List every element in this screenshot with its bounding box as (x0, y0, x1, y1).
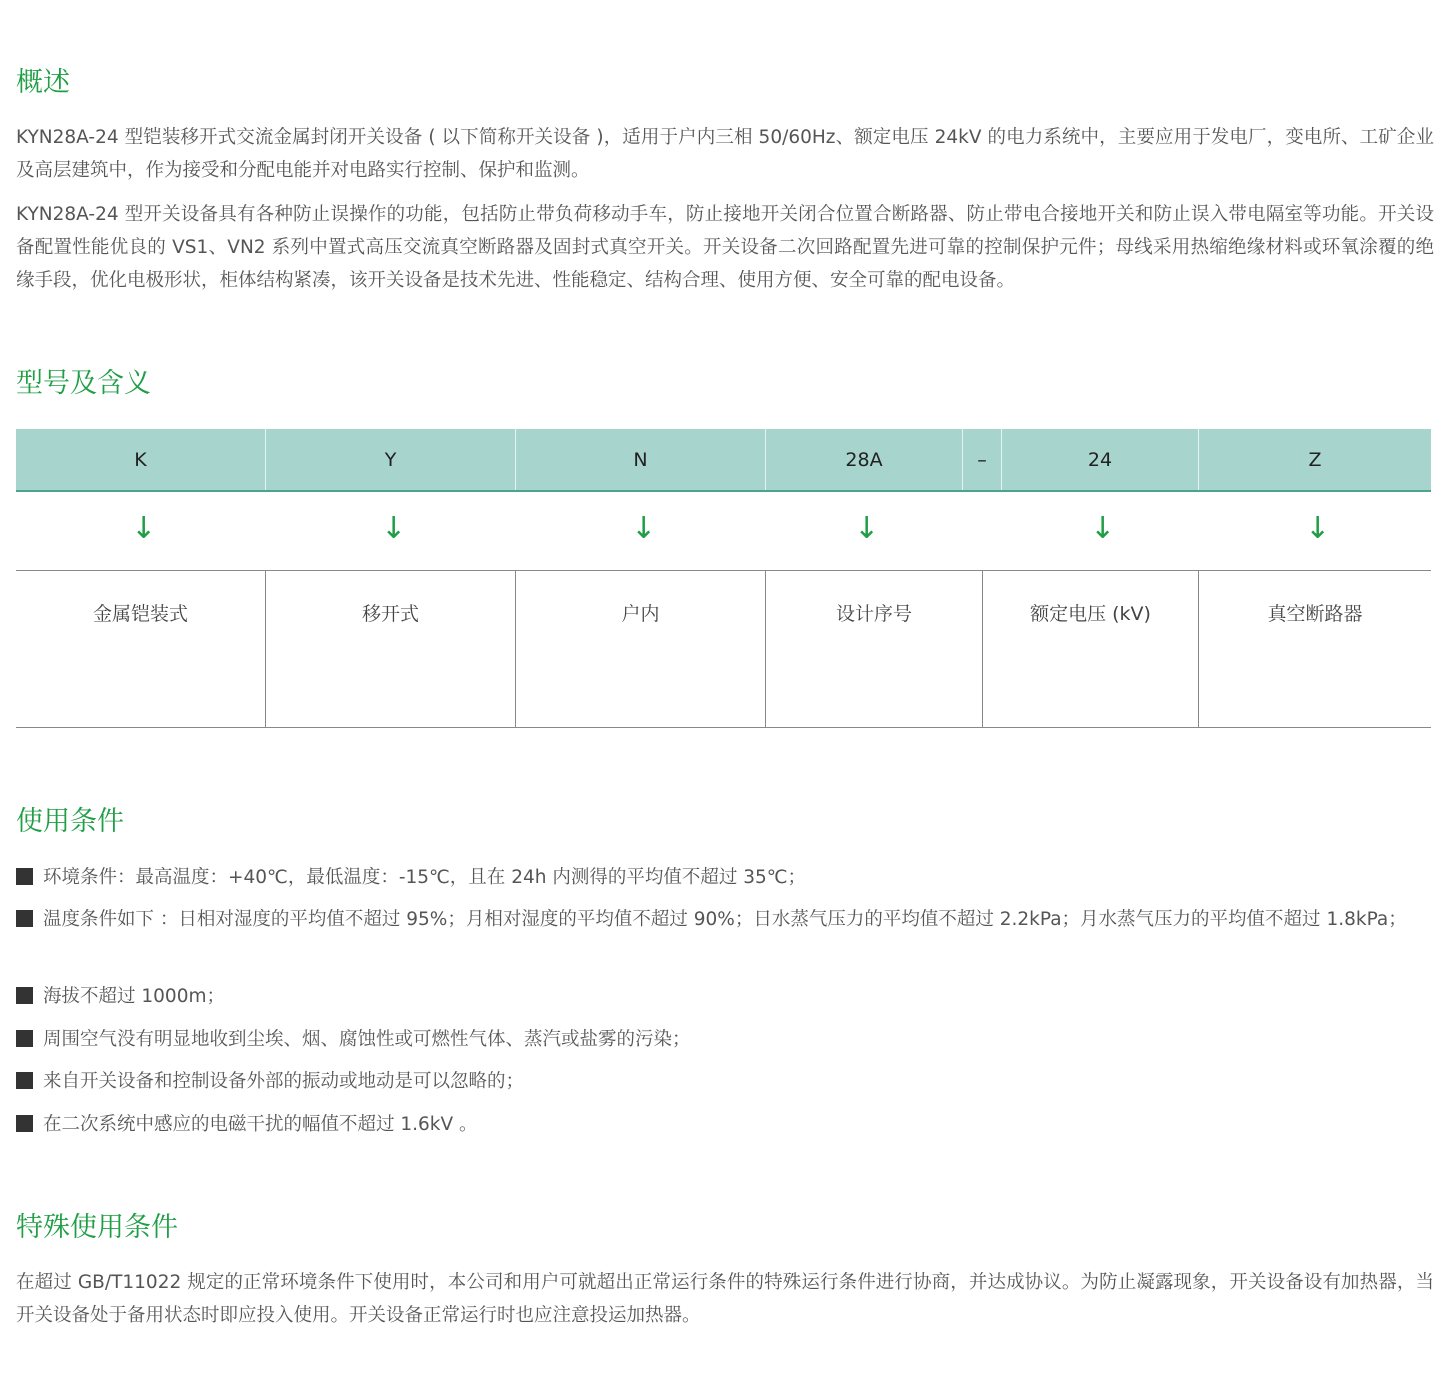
condition-item: 环境条件：最高温度：+40℃，最低温度：-15℃，且在 24h 内测得的平均值不超过 35℃； (16, 861, 1434, 894)
down-arrow-icon: ↓ (381, 511, 407, 546)
condition-item: 来自开关设备和控制设备外部的振动或地动是可以忽略的； (16, 1065, 1434, 1098)
model-code-y: Y (266, 429, 516, 490)
special-conditions-heading: 特殊使用条件 (16, 1212, 178, 1243)
model-code-voltage: 24 (1002, 429, 1199, 490)
model-table (16, 429, 1431, 728)
model-heading: 型号及含义 (16, 368, 151, 399)
square-bullet-icon (16, 1115, 33, 1132)
meaning-rated-voltage: 额定电压 (kV) (983, 571, 1199, 727)
model-code-z: Z (1308, 448, 1322, 471)
square-bullet-icon (16, 1030, 33, 1047)
meaning-metal-clad: 金属铠装式 (16, 571, 266, 727)
square-bullet-icon (16, 868, 33, 885)
meaning-vacuum-breaker: 真空断路器 (1267, 603, 1363, 625)
model-meaning-row (16, 570, 1431, 728)
down-arrow-icon: ↓ (1305, 511, 1331, 546)
meaning-indoor: 户内 (516, 571, 766, 727)
model-code-n: N (516, 429, 766, 490)
conditions-heading: 使用条件 (16, 806, 124, 837)
down-arrow-icon: ↓ (631, 511, 657, 546)
square-bullet-icon (16, 910, 33, 927)
meaning-withdrawable: 移开式 (266, 571, 516, 727)
condition-item: 海拔不超过 1000m； (16, 980, 1434, 1013)
model-code-design: 28A (766, 429, 963, 490)
down-arrow-icon: ↓ (131, 511, 157, 546)
model-code-row (16, 429, 1431, 492)
overview-heading: 概述 (16, 67, 70, 98)
overview-paragraph-2: KYN28A-24 型开关设备具有各种防止误操作的功能，包括防止带负荷移动手车，防止接地开关闭合位置合断路器、防止带电合接地开关和防止误入带电隔室等功能。开关设备配置性能优良的 VS1、VN2 系列中置式高压交流真空断路器及固封式真空开关。开关设备二次回路配置先进可靠的控制保护元件；母线采用热缩绝缘材料或环氧涂覆的绝缘手段，优化电极形状，柜体结构紧凑，该开关设备是技术先进、性能稳定、结构合理、使用方便、安全可靠的配电设备。 (16, 204, 1434, 291)
model-arrow-row (16, 492, 1431, 570)
model-code-k: K (16, 429, 266, 490)
meaning-design-serial: 设计序号 (766, 571, 983, 727)
model-code-dash: – (963, 429, 1002, 490)
square-bullet-icon (16, 987, 33, 1004)
square-bullet-icon (16, 1072, 33, 1089)
condition-item: 周围空气没有明显地收到尘埃、烟、腐蚀性或可燃性气体、蒸汽或盐雾的污染； (16, 1023, 1434, 1056)
down-arrow-icon: ↓ (1090, 511, 1116, 546)
overview-paragraph-1: KYN28A-24 型铠装移开式交流金属封闭开关设备 ( 以下简称开关设备 )，适用于户内三相 50/60Hz、额定电压 24kV 的电力系统中，主要应用于发电厂，变电所、工矿企业及高层建筑中，作为接受和分配电能并对电路实行控制、保护和监测。 (16, 127, 1434, 181)
condition-item: 在二次系统中感应的电磁干扰的幅值不超过 1.6kV 。 (16, 1108, 1434, 1141)
down-arrow-icon: ↓ (854, 511, 880, 546)
condition-item: 温度条件如下 ：日相对湿度的平均值不超过 95%；月相对湿度的平均值不超过 90%；日水蒸气压力的平均值不超过 2.2kPa；月水蒸气压力的平均值不超过 1.8kPa； (16, 903, 1434, 936)
special-conditions-paragraph: 在超过 GB/T11022 规定的正常环境条件下使用时，本公司和用户可就超出正常运行条件的特殊运行条件进行协商，并达成协议。为防止凝露现象，开关设备设有加热器，当开关设备处于备用状态时即应投入使用。开关设备正常运行时也应注意投运加热器。 (16, 1272, 1434, 1326)
